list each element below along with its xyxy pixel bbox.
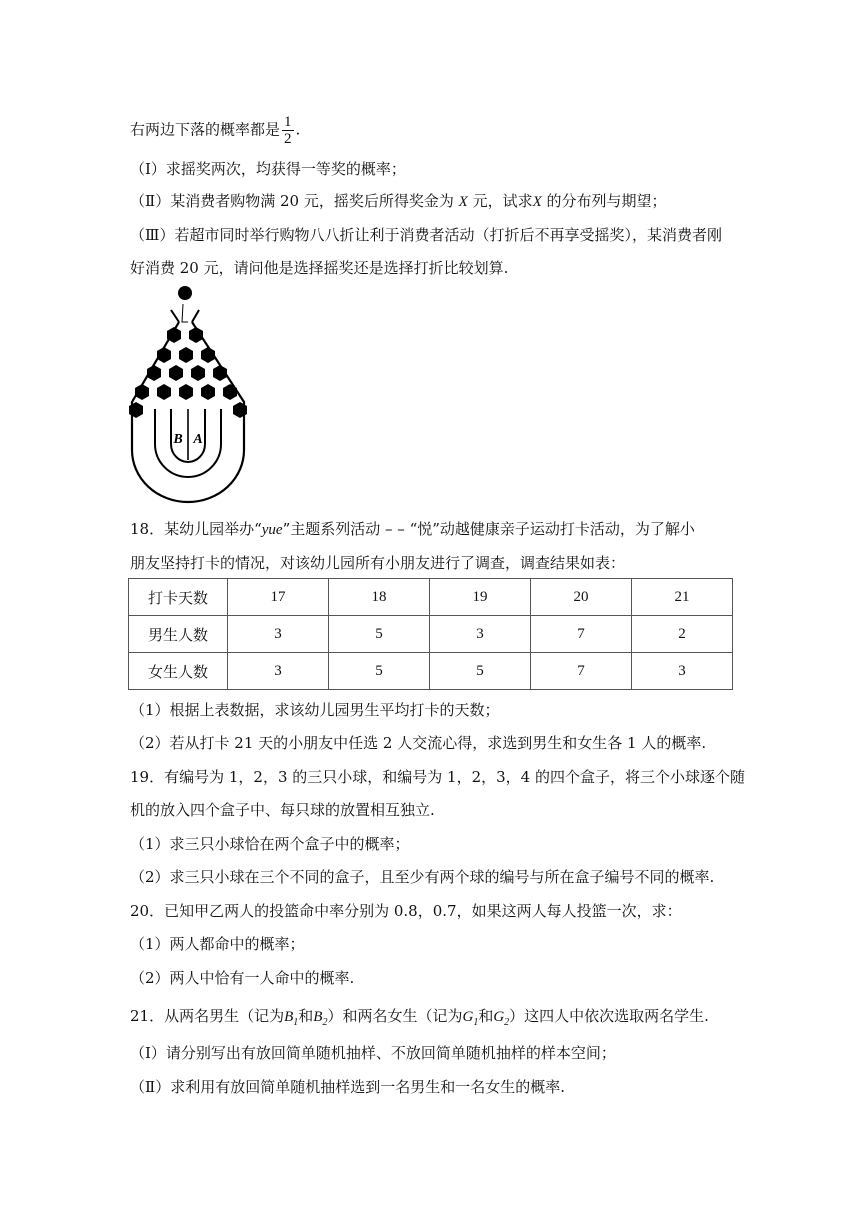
p20-question-2: （2）两人中恰有一人命中的概率. <box>130 969 355 987</box>
p21-and-1: 和 <box>298 1007 314 1025</box>
table-cell: 20 <box>531 579 632 616</box>
p17-question-2 <box>130 191 667 212</box>
p17-q2-text-a: （Ⅱ）某消费者购物满 20 元，摇奖后所得奖金为 <box>130 192 454 210</box>
p18-text-b: ”主题系列活动 – – “悦”动越健康亲子运动打卡活动，为了解小 <box>282 520 695 538</box>
table-row <box>129 579 733 616</box>
p19-line-2: 机的放入四个盒子中、每只球的放置相互独立. <box>130 801 435 819</box>
p17-intro-line <box>130 114 300 147</box>
p19-line-1: 19．有编号为 1，2，3 的三只小球，和编号为 1，2，3，4 的四个盒子，将三个小球逐个随 <box>130 768 745 786</box>
table-cell: 7 <box>531 653 632 690</box>
slot-label-b: B <box>173 432 183 447</box>
p17-question-1: （Ⅰ）求摇奖两次，均获得一等奖的概率； <box>130 160 406 178</box>
table-cell: 3 <box>228 653 329 690</box>
variable-b1: $B_1$ <box>284 1009 299 1028</box>
p18-question-1: （1）根据上表数据，求该幼儿园男生平均打卡的天数； <box>130 701 500 719</box>
p17-q2-text-c: 的分布列与期望； <box>546 192 667 210</box>
variable-yue: yue <box>261 522 283 538</box>
table-cell: 2 <box>632 616 733 653</box>
p17-question-3-line1: （Ⅲ）若超市同时举行购物八八折让利于消费者活动（打折后不再享受摇奖），某消费者刚 <box>130 226 722 244</box>
p17-intro-text: 右两边下落的概率都是 <box>130 120 281 139</box>
table-row <box>129 653 733 690</box>
table-cell: 17 <box>228 579 329 616</box>
p20-question-1: （1）两人都命中的概率； <box>130 935 305 953</box>
lottery-board-figure <box>128 282 248 504</box>
p21-text-a: 21．从两名男生（记为 <box>130 1007 285 1025</box>
p18-line-1 <box>130 519 695 540</box>
variable-g2: $G_2$ <box>493 1009 510 1028</box>
variable-x: X <box>532 194 542 210</box>
variable-x: X <box>458 194 468 210</box>
peg-rows <box>129 327 247 418</box>
table-header-label: 打卡天数 <box>129 579 228 616</box>
p18-question-2: （2）若从打卡 21 天的小朋友中任选 2 人交流心得，求选到男生和女生各 1 人的概率. <box>130 734 707 752</box>
table-cell: 18 <box>329 579 430 616</box>
p19-question-2: （2）求三只小球在三个不同的盒子，且至少有两个球的编号与所在盒子编号不同的概率. <box>130 868 715 886</box>
table-row <box>129 616 733 653</box>
table-row-label: 女生人数 <box>129 653 228 690</box>
p21-line-1 <box>130 1006 709 1033</box>
p18-line-2: 朋友坚持打卡的情况，对该幼儿园所有小朋友进行了调查，调查结果如表： <box>130 554 626 572</box>
table-cell: 19 <box>430 579 531 616</box>
table-cell: 5 <box>329 616 430 653</box>
p21-text-b: ）和两名女生（记为 <box>327 1007 463 1025</box>
table-cell: 5 <box>430 653 531 690</box>
p19-question-1: （1）求三只小球恰在两个盒子中的概率； <box>130 835 410 853</box>
variable-b2: $B_2$ <box>313 1009 328 1028</box>
table-cell: 7 <box>531 616 632 653</box>
checkin-table <box>128 578 733 690</box>
fraction-numerator: 1 <box>284 114 292 130</box>
fraction-denominator: 2 <box>284 131 292 147</box>
table-cell: 21 <box>632 579 733 616</box>
slot-label-a: A <box>193 432 203 447</box>
fraction-one-half <box>282 114 294 147</box>
table-cell: 3 <box>228 616 329 653</box>
p17-q2-text-b: 元，试求 <box>472 192 533 210</box>
table-row-label: 男生人数 <box>129 616 228 653</box>
table-cell: 3 <box>632 653 733 690</box>
p20-line-1: 20．已知甲乙两人的投篮命中率分别为 0.8，0.7，如果这两人每人投篮一次，求： <box>130 902 682 920</box>
falling-ball <box>178 286 192 300</box>
p21-question-1: （Ⅰ）请分别写出有放回简单随机抽样、不放回简单随机抽样的样本空间； <box>130 1044 616 1062</box>
p21-text-c: ）这四人中依次选取两名学生. <box>509 1007 709 1025</box>
table-cell: 3 <box>430 616 531 653</box>
p21-question-2: （Ⅱ）求利用有放回简单随机抽样选到一名男生和一名女生的概率. <box>130 1078 565 1096</box>
variable-g1: $G_1$ <box>462 1009 479 1028</box>
p17-question-3-line2: 好消费 20 元，请问他是选择摇奖还是选择打折比较划算. <box>130 259 509 277</box>
p21-and-2: 和 <box>478 1007 494 1025</box>
p18-text-a: 18．某幼儿园举办“ <box>130 520 262 538</box>
table-cell: 5 <box>329 653 430 690</box>
p17-intro-period: . <box>295 120 301 139</box>
